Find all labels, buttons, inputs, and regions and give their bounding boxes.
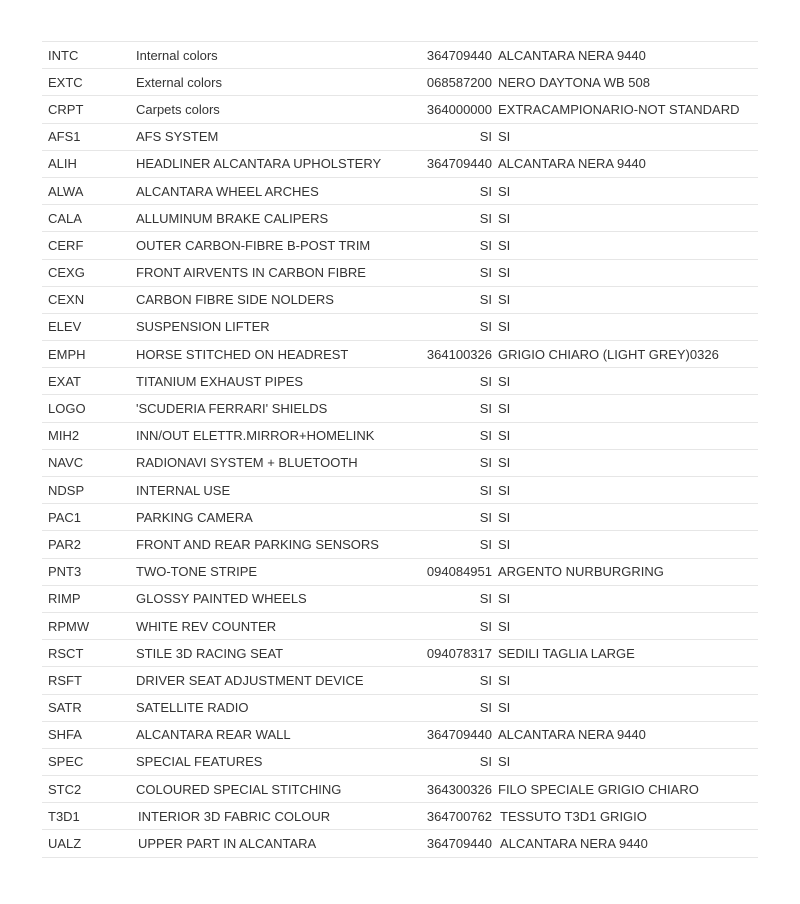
option-number-cell: SI — [400, 449, 492, 476]
option-code-cell: UALZ — [42, 830, 130, 857]
option-number-cell: 094078317 — [400, 640, 492, 667]
table-row — [42, 721, 758, 748]
option-description-cell: OUTER CARBON-FIBRE B-POST TRIM — [130, 232, 400, 259]
option-description-cell: UPPER PART IN ALCANTARA — [130, 830, 400, 857]
option-number-cell: 068587200 — [400, 69, 492, 96]
table-row — [42, 640, 758, 667]
option-code-cell: RIMP — [42, 585, 130, 612]
option-value-cell: ALCANTARA NERA 9440 — [492, 150, 758, 177]
option-description-cell: HORSE STITCHED ON HEADREST — [130, 341, 400, 368]
option-number-cell: 364709440 — [400, 721, 492, 748]
table-row — [42, 123, 758, 150]
option-description-cell: Carpets colors — [130, 96, 400, 123]
option-description-cell: COLOURED SPECIAL STITCHING — [130, 776, 400, 803]
option-number-cell: 364100326 — [400, 341, 492, 368]
options-table — [42, 41, 758, 858]
option-description-cell: SATELLITE RADIO — [130, 694, 400, 721]
option-value-cell: FILO SPECIALE GRIGIO CHIARO — [492, 776, 758, 803]
option-code-cell: EMPH — [42, 341, 130, 368]
option-value-cell: SI — [492, 449, 758, 476]
option-value-cell: SI — [492, 205, 758, 232]
option-code-cell: PAR2 — [42, 531, 130, 558]
option-description-cell: GLOSSY PAINTED WHEELS — [130, 585, 400, 612]
option-value-cell: SI — [492, 585, 758, 612]
option-number-cell: SI — [400, 504, 492, 531]
table-row — [42, 558, 758, 585]
option-code-cell: ALWA — [42, 177, 130, 204]
option-description-cell: CARBON FIBRE SIDE NOLDERS — [130, 286, 400, 313]
table-row — [42, 477, 758, 504]
option-value-cell: SI — [492, 395, 758, 422]
option-code-cell: NAVC — [42, 449, 130, 476]
option-description-cell: ALCANTARA REAR WALL — [130, 721, 400, 748]
option-value-cell: SI — [492, 177, 758, 204]
options-table-body — [42, 42, 758, 858]
option-value-cell: SI — [492, 368, 758, 395]
option-description-cell: TITANIUM EXHAUST PIPES — [130, 368, 400, 395]
option-code-cell: SPEC — [42, 748, 130, 775]
option-description-cell: SPECIAL FEATURES — [130, 748, 400, 775]
table-row — [42, 694, 758, 721]
option-number-cell: SI — [400, 286, 492, 313]
option-code-cell: SHFA — [42, 721, 130, 748]
option-value-cell: SI — [492, 531, 758, 558]
option-code-cell: MIH2 — [42, 422, 130, 449]
option-value-cell: ALCANTARA NERA 9440 — [492, 721, 758, 748]
option-code-cell: NDSP — [42, 477, 130, 504]
option-description-cell: AFS SYSTEM — [130, 123, 400, 150]
option-code-cell: CALA — [42, 205, 130, 232]
option-number-cell: SI — [400, 477, 492, 504]
table-row — [42, 42, 758, 69]
table-row — [42, 177, 758, 204]
option-code-cell: ELEV — [42, 313, 130, 340]
option-code-cell: EXTC — [42, 69, 130, 96]
option-code-cell: PNT3 — [42, 558, 130, 585]
option-description-cell: HEADLINER ALCANTARA UPHOLSTERY — [130, 150, 400, 177]
option-value-cell: SEDILI TAGLIA LARGE — [492, 640, 758, 667]
option-description-cell: ALLUMINUM BRAKE CALIPERS — [130, 205, 400, 232]
table-row — [42, 830, 758, 857]
option-value-cell: EXTRACAMPIONARIO-NOT STANDARD — [492, 96, 758, 123]
table-row — [42, 776, 758, 803]
option-description-cell: RADIONAVI SYSTEM + BLUETOOTH — [130, 449, 400, 476]
option-description-cell: FRONT AIRVENTS IN CARBON FIBRE — [130, 259, 400, 286]
option-code-cell: CEXG — [42, 259, 130, 286]
option-value-cell: SI — [492, 748, 758, 775]
option-description-cell: Internal colors — [130, 42, 400, 69]
option-number-cell: SI — [400, 123, 492, 150]
option-description-cell: DRIVER SEAT ADJUSTMENT DEVICE — [130, 667, 400, 694]
option-code-cell: CEXN — [42, 286, 130, 313]
option-description-cell: WHITE REV COUNTER — [130, 612, 400, 639]
option-number-cell: SI — [400, 368, 492, 395]
option-number-cell: 364709440 — [400, 830, 492, 857]
option-description-cell: SUSPENSION LIFTER — [130, 313, 400, 340]
option-number-cell: 364000000 — [400, 96, 492, 123]
table-row — [42, 395, 758, 422]
option-code-cell: PAC1 — [42, 504, 130, 531]
option-value-cell: NERO DAYTONA WB 508 — [492, 69, 758, 96]
table-row — [42, 259, 758, 286]
table-row — [42, 803, 758, 830]
table-row — [42, 422, 758, 449]
option-value-cell: SI — [492, 504, 758, 531]
option-number-cell: SI — [400, 531, 492, 558]
table-row — [42, 341, 758, 368]
table-row — [42, 748, 758, 775]
option-number-cell: 094084951 — [400, 558, 492, 585]
option-code-cell: EXAT — [42, 368, 130, 395]
option-number-cell: SI — [400, 748, 492, 775]
table-row — [42, 150, 758, 177]
option-description-cell: INTERIOR 3D FABRIC COLOUR — [130, 803, 400, 830]
option-value-cell: SI — [492, 232, 758, 259]
option-number-cell: SI — [400, 694, 492, 721]
option-value-cell: GRIGIO CHIARO (LIGHT GREY)0326 — [492, 341, 758, 368]
option-number-cell: 364709440 — [400, 150, 492, 177]
option-code-cell: CERF — [42, 232, 130, 259]
option-code-cell: RPMW — [42, 612, 130, 639]
option-code-cell: RSCT — [42, 640, 130, 667]
table-row — [42, 69, 758, 96]
option-value-cell: SI — [492, 694, 758, 721]
option-value-cell: SI — [492, 123, 758, 150]
option-description-cell: FRONT AND REAR PARKING SENSORS — [130, 531, 400, 558]
option-description-cell: 'SCUDERIA FERRARI' SHIELDS — [130, 395, 400, 422]
option-description-cell: INTERNAL USE — [130, 477, 400, 504]
option-number-cell: SI — [400, 585, 492, 612]
table-row — [42, 612, 758, 639]
option-code-cell: SATR — [42, 694, 130, 721]
option-code-cell: CRPT — [42, 96, 130, 123]
option-code-cell: STC2 — [42, 776, 130, 803]
option-number-cell: SI — [400, 667, 492, 694]
option-description-cell: STILE 3D RACING SEAT — [130, 640, 400, 667]
option-value-cell: SI — [492, 612, 758, 639]
table-row — [42, 313, 758, 340]
option-code-cell: ALIH — [42, 150, 130, 177]
table-row — [42, 286, 758, 313]
option-number-cell: SI — [400, 232, 492, 259]
option-value-cell: SI — [492, 286, 758, 313]
option-value-cell: ALCANTARA NERA 9440 — [492, 42, 758, 69]
option-number-cell: 364300326 — [400, 776, 492, 803]
option-number-cell: 364709440 — [400, 42, 492, 69]
table-row — [42, 667, 758, 694]
table-row — [42, 585, 758, 612]
table-row — [42, 368, 758, 395]
option-value-cell: SI — [492, 477, 758, 504]
option-code-cell: RSFT — [42, 667, 130, 694]
table-row — [42, 531, 758, 558]
option-number-cell: SI — [400, 205, 492, 232]
option-value-cell: TESSUTO T3D1 GRIGIO — [492, 803, 758, 830]
option-description-cell: ALCANTARA WHEEL ARCHES — [130, 177, 400, 204]
option-description-cell: PARKING CAMERA — [130, 504, 400, 531]
option-value-cell: SI — [492, 313, 758, 340]
table-row — [42, 96, 758, 123]
option-code-cell: AFS1 — [42, 123, 130, 150]
option-number-cell: SI — [400, 612, 492, 639]
option-value-cell: SI — [492, 667, 758, 694]
option-value-cell: ARGENTO NURBURGRING — [492, 558, 758, 585]
option-value-cell: SI — [492, 259, 758, 286]
option-number-cell: 364700762 — [400, 803, 492, 830]
option-code-cell: LOGO — [42, 395, 130, 422]
table-row — [42, 205, 758, 232]
option-number-cell: SI — [400, 422, 492, 449]
option-code-cell: T3D1 — [42, 803, 130, 830]
table-row — [42, 232, 758, 259]
option-number-cell: SI — [400, 395, 492, 422]
option-description-cell: External colors — [130, 69, 400, 96]
table-row — [42, 449, 758, 476]
option-number-cell: SI — [400, 259, 492, 286]
option-description-cell: INN/OUT ELETTR.MIRROR+HOMELINK — [130, 422, 400, 449]
option-code-cell: INTC — [42, 42, 130, 69]
option-value-cell: ALCANTARA NERA 9440 — [492, 830, 758, 857]
option-number-cell: SI — [400, 177, 492, 204]
table-row — [42, 504, 758, 531]
option-description-cell: TWO-TONE STRIPE — [130, 558, 400, 585]
option-number-cell: SI — [400, 313, 492, 340]
option-value-cell: SI — [492, 422, 758, 449]
